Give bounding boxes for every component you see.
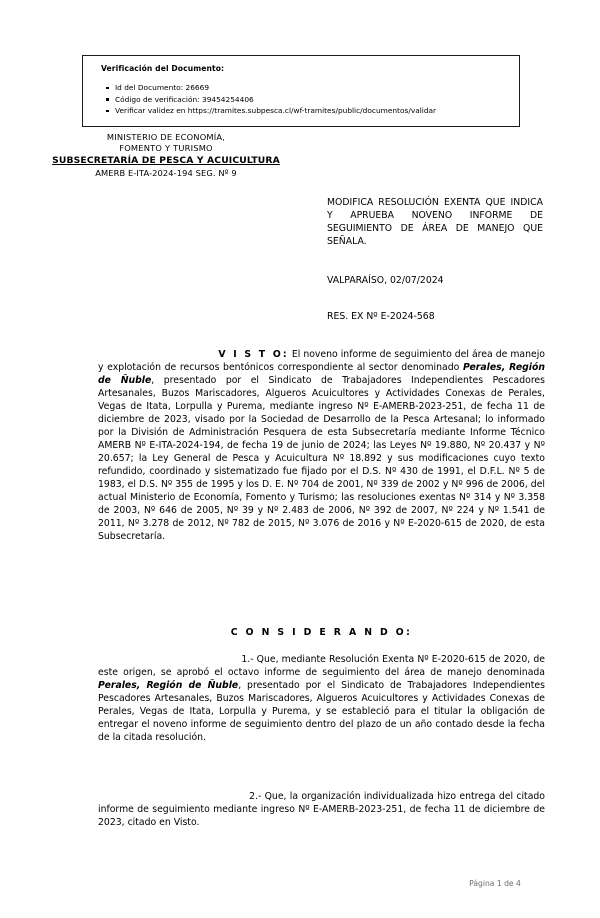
document-subject: MODIFICA RESOLUCIÓN EXENTA QUE INDICA Y APRUEBA NOVENO INFORME DE SEGUIMIENTO DE ÁREA DE MANEJO QUE SEÑALA. (327, 197, 543, 248)
visto-text-part-2: , presentado por el Sindicato de Trabajadores Independientes Pescadores Artesanales, Buzos Mariscadores, Algueros Acuicultores y Actividades Conexas de Perales, Vegas de Itata, Lorpulla y Purema, mediante ingreso Nº E-AMERB-2023-251, de fecha 11 de diciembre de 2023, visado por la Sociedad de Desarrollo de la Pesca Artesanal; lo informado por la División de Administración Pesquera de esta Subsecretaría mediante Informe Técnico AMERB Nº E-ITA-2024-194, de fecha 19 de junio de 2024; las Leyes Nº 19.880, Nº 20.437 y Nº 20.657; la Ley General de Pesca y Acuicultura Nº 18.892 y sus modificaciones cuyo texto refundido, coordinado y sistematizado fue fijado por el D.S. Nº 430 de 1991, el D.F.L. Nº 5 de 1983, el D.S. Nº 355 de 1995 y los D. E. Nº 704 de 2001, Nº 339 de 2002 y Nº 996 de 2006, del actual Ministerio de Economía, Fomento y Turismo; las resoluciones exentas Nº 314 y Nº 3.358 de 2003, Nº 646 de 2005, Nº 39 y Nº 2.483 de 2006, Nº 392 de 2007, Nº 224 y Nº 1.541 de 2011, Nº 3.278 de 2012, Nº 782 de 2015, Nº 3.076 de 2016 y Nº E-2020-615 de 2020, de esta Subsecretaría. (98, 375, 545, 542)
ministry-line-1: MINISTERIO DE ECONOMÍA, (106, 132, 226, 142)
place-and-date: VALPARAÍSO, 02/07/2024 (327, 275, 444, 286)
considerando-heading: C O N S I D E R A N D O: (230, 627, 413, 638)
verification-title: Verificación del Documento: (101, 64, 225, 73)
resolution-number: RES. EX Nº E-2024-568 (327, 311, 435, 322)
item2-text: 2.- Que, la organización individualizada hizo entrega del citado informe de seguimiento mediante ingreso Nº E-AMERB-2023-251, de fecha 11 de diciembre de 2023, citado en Visto. (98, 791, 545, 828)
item1-indent (98, 654, 241, 665)
visto-indent (98, 349, 218, 360)
considerando-item-1 (98, 653, 545, 744)
item2-indent (98, 791, 249, 802)
area-name: Perales, Región de Ñuble (98, 680, 239, 691)
page-footer: Página 1 de 4 (469, 879, 521, 888)
visto-paragraph (98, 348, 545, 543)
area-name: Perales, Región de Ñuble (98, 362, 545, 386)
list-item: Código de verificación: 39454254406 (105, 94, 513, 106)
item1-text-part-2: , presentado por el Sindicato de Trabajadores Independientes Pescadores Artesanales, Buzos Mariscadores, Algueros Acuicultores y Actividades Conexas de Perales, Vegas de Itata, Lorpulla y Purema, y se estableció para el titular la obligación de entregar el noveno informe de seguimiento dentro del plazo de un año contado desde la fecha de la citada resolución. (98, 680, 545, 743)
list-item: Id del Documento: 26669 (105, 82, 513, 94)
letterhead (30, 132, 302, 179)
visto-text-part-1: El noveno informe de seguimiento del área de manejo y explotación de recursos bentónicos correspondiente al sector denominado (98, 349, 545, 373)
verification-box (82, 55, 520, 127)
amerb-reference: AMERB E-ITA-2024-194 SEG. Nº 9 (95, 168, 237, 179)
ministry-line-2: FOMENTO Y TURISMO (119, 143, 213, 154)
verification-list (105, 82, 513, 117)
list-item: Verificar validez en https://tramites.subpesca.cl/wf-tramites/public/documentos/validar (105, 105, 513, 117)
item1-text-part-1: 1.- Que, mediante Resolución Exenta Nº E-2020-615 de 2020, de este origen, se aprobó el octavo informe de seguimiento del área de manejo denominada (98, 654, 545, 678)
considerando-item-2 (98, 790, 545, 829)
subsecretaria-title: SUBSECRETARÍA DE PESCA Y ACUICULTURA (52, 154, 280, 166)
visto-heading: V I S T O: (218, 349, 289, 360)
